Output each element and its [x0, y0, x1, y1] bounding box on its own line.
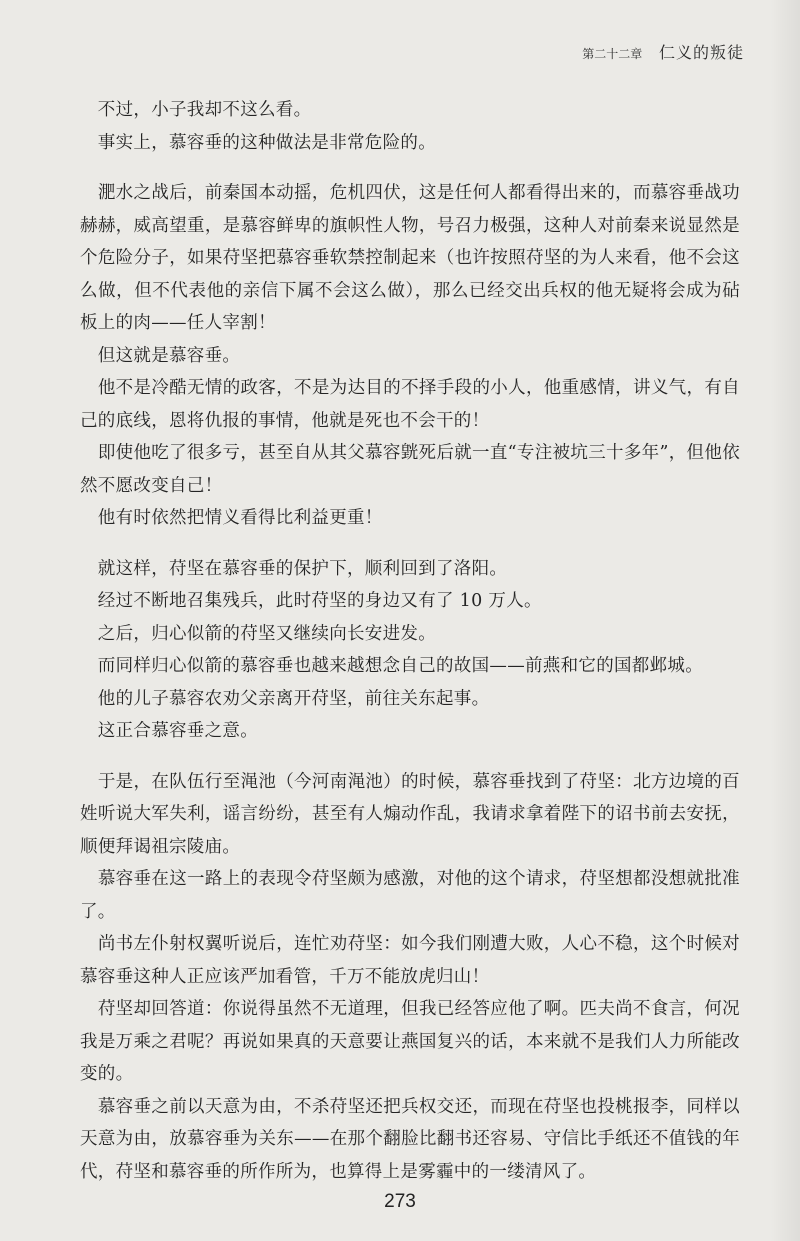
- paragraph: 经过不断地召集残兵，此时苻坚的身边又有了 10 万人。: [80, 591, 542, 611]
- paragraph: 之后，归心似箭的苻坚又继续向长安进发。: [80, 623, 436, 644]
- paragraph: 慕容垂在这一路上的表现令苻坚颇为感激，对他的这个请求，苻坚想都没想就批准了。: [80, 869, 740, 922]
- chapter-number: 第二十二章: [582, 47, 643, 61]
- page-edge-shadow: [770, 0, 800, 1241]
- paragraph: 事实上，慕容垂的这种做法是非常危险的。: [80, 132, 436, 153]
- body-text: [80, 94, 740, 1188]
- paragraph: 而同样归心似箭的慕容垂也越来越想念自己的故国——前燕和它的国都邺城。: [80, 656, 703, 676]
- paragraph: 这正合慕容垂之意。: [80, 721, 258, 741]
- paragraph: 于是，在队伍行至渑池（今河南渑池）的时候，慕容垂找到了苻坚：北方边境的百姓听说大军失利，谣言纷纷，甚至有人煽动作乱，我请求拿着陛下的诏书前去安抚，顺便拜谒祖宗陵庙。: [80, 771, 740, 857]
- chapter-title: 仁义的叛徒: [658, 43, 744, 62]
- paragraph: 他的儿子慕容农劝父亲离开苻坚，前往关东起事。: [80, 688, 490, 709]
- paragraph: 他不是冷酷无情的政客，不是为达目的不择手段的小人，他重感情，讲义气，有自己的底线，恩将仇报的事情，他就是死也不会干的！: [80, 378, 740, 431]
- paragraph: 但这就是慕容垂。: [80, 345, 241, 366]
- paragraph: 即使他吃了很多亏，甚至自从其父慕容皝死后就一直“专注被坑三十多年”，但他依然不愿改变自己！: [80, 443, 740, 496]
- paragraph: 就这样，苻坚在慕容垂的保护下，顺利回到了洛阳。: [80, 558, 508, 579]
- paragraph: 尚书左仆射权翼听说后，连忙劝苻坚：如今我们刚遭大败，人心不稳，这个时候对慕容垂这种人正应该严加看管，千万不能放虎归山！: [80, 934, 740, 987]
- paragraph: 慕容垂之前以天意为由，不杀苻坚还把兵权交还，而现在苻坚也投桃报李，同样以天意为由，放慕容垂为关东——在那个翻脸比翻书还容易、守信比手纸还不值钱的年代，苻坚和慕容垂的所作所为，也算得上是雾霾中的一缕清风了。: [80, 1096, 740, 1182]
- running-header: [582, 40, 744, 63]
- paragraph: 苻坚却回答道：你说得虽然不无道理，但我已经答应他了啊。匹夫尚不食言，何况我是万乘之君呢？再说如果真的天意要让燕国复兴的话，本来就不是我们人力所能改变的。: [80, 999, 740, 1084]
- paragraph: 不过，小子我却不这么看。: [80, 100, 312, 120]
- page-number: 273: [384, 1191, 416, 1212]
- paragraph: 他有时依然把情义看得比利益更重！: [80, 508, 383, 528]
- paragraph: 淝水之战后，前秦国本动摇，危机四伏，这是任何人都看得出来的，而慕容垂战功赫赫，威高望重，是慕容鲜卑的旗帜性人物，号召力极强，这种人对前秦来说显然是个危险分子，如果苻坚把慕容垂软禁控制起来（也许按照苻坚的为人来看，他不会这么做，但不代表他的亲信下属不会这么做），那么已经交出兵权的他无疑将会成为砧板上的肉——任人宰割！: [80, 183, 740, 333]
